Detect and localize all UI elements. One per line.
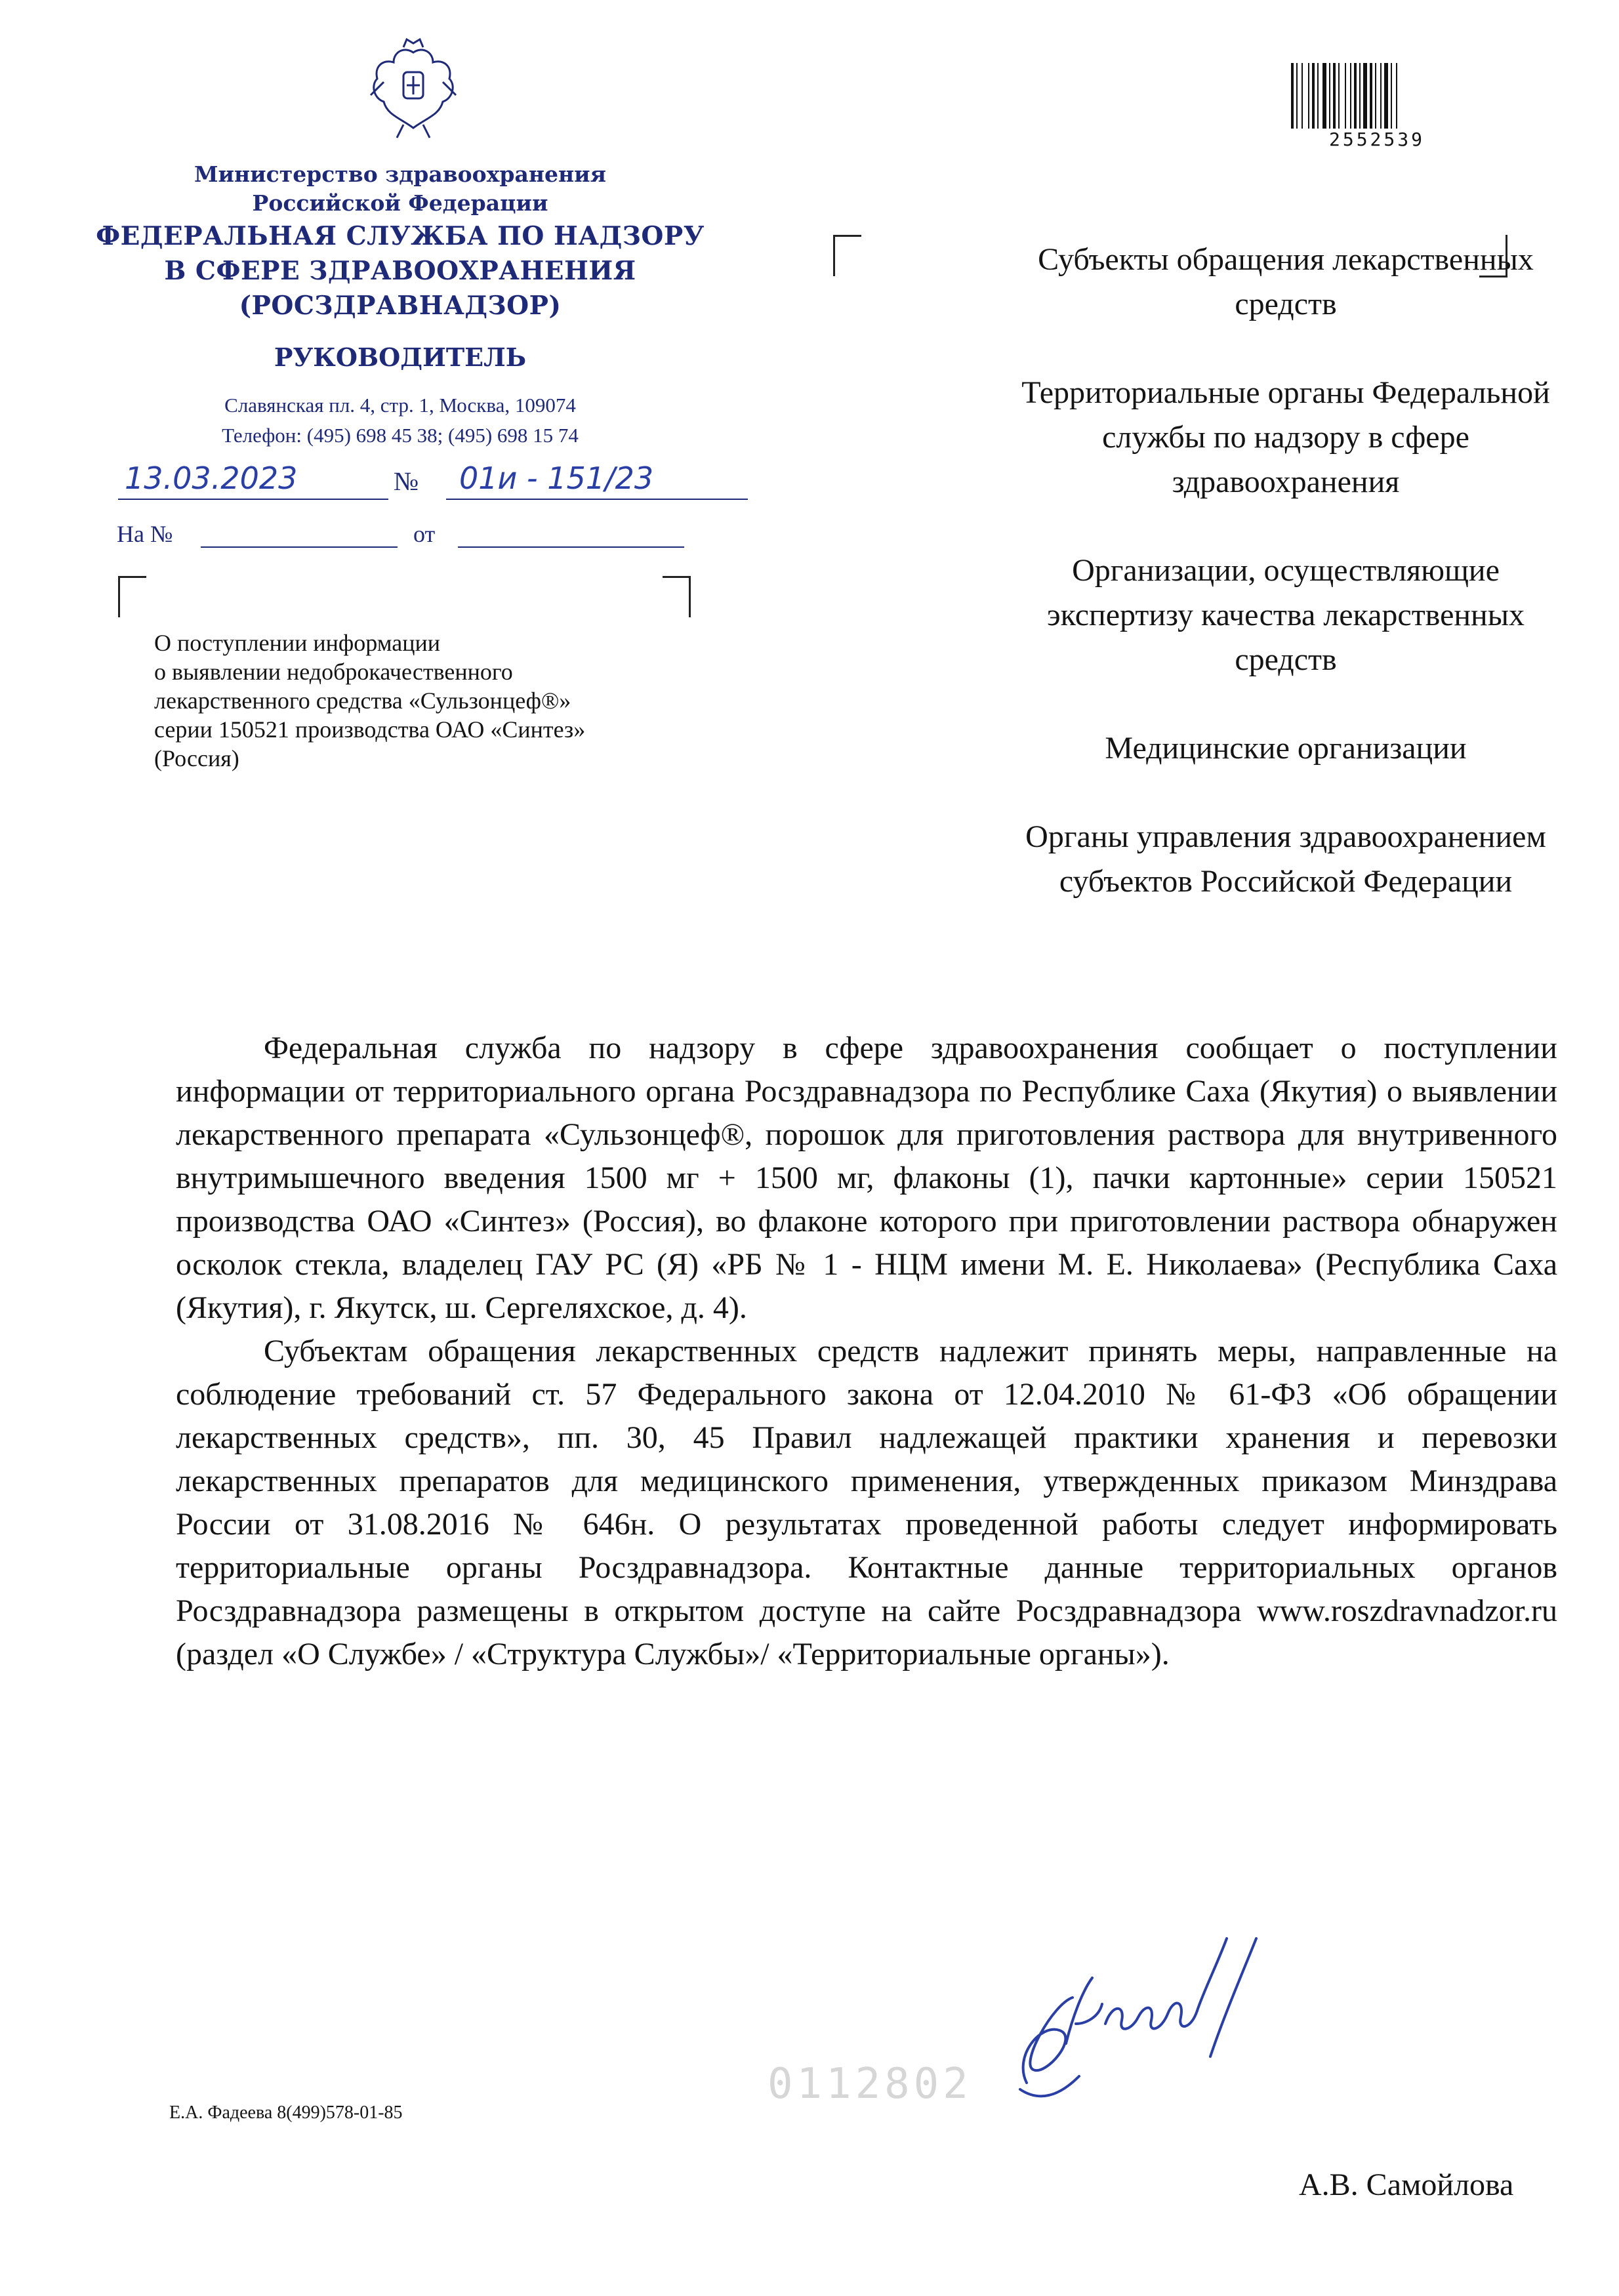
reply-from-label: от (413, 521, 436, 547)
reply-reference-line (117, 520, 707, 553)
letter-date: 13.03.2023 (125, 461, 298, 496)
barcode-bar (1322, 63, 1326, 129)
subject-line: лекарственного средства «Сульзонцеф®» (154, 687, 571, 714)
barcode-bar (1338, 63, 1340, 129)
barcode-bar (1354, 63, 1357, 129)
barcode-bar (1363, 63, 1367, 129)
addressee: Территориальные органы Федеральной службы по надзору в сфере здравоохранения (1021, 375, 1550, 499)
barcode-bar (1359, 63, 1361, 129)
head-title: РУКОВОДИТЕЛЬ (274, 342, 527, 372)
ministry-line-1: Министерство здравоохранения (194, 161, 606, 187)
barcode-bars-icon (1291, 63, 1463, 129)
handwritten-signature-icon (1000, 1925, 1263, 2116)
barcode-bar (1391, 63, 1392, 129)
phone: Телефон: (495) 698 45 38; (495) 698 15 74 (222, 424, 579, 447)
barcode-bar (1350, 63, 1351, 129)
addressee: Органы управления здравоохранением субъектов Российской Федерации (1025, 819, 1546, 899)
barcode-number: 2552539 (1328, 129, 1425, 150)
reply-date-field (458, 546, 684, 548)
date-number-line (118, 461, 748, 506)
signer-name: А.В. Самойлова (1299, 2167, 1514, 2202)
subject-line: О поступлении информации (154, 630, 441, 656)
barcode-bar (1308, 63, 1309, 129)
addressee: Организации, осуществляющие экспертизу качества лекарственных средств (1047, 553, 1525, 677)
ministry-name (128, 160, 672, 218)
subject-corner-left (118, 576, 146, 617)
letter-subject (154, 628, 705, 773)
barcode-bar (1370, 63, 1372, 129)
contact-person: Е.А. Фадеева 8(499)578-01-85 (169, 2102, 403, 2123)
addressee-corner-left (833, 235, 861, 276)
faint-stamp-mark: 0112802 (768, 2060, 972, 2108)
barcode-bar (1296, 63, 1298, 129)
date-underline (118, 499, 388, 500)
russian-coat-of-arms-icon (358, 33, 469, 144)
barcode-bar (1333, 63, 1336, 129)
barcode-bar (1301, 63, 1303, 129)
number-sign: № (394, 466, 419, 496)
barcode-bar (1345, 63, 1346, 129)
service-name (92, 219, 708, 323)
reply-number-field (201, 546, 398, 548)
barcode-bar (1317, 63, 1319, 129)
addressee-list (1004, 237, 1568, 948)
subject-line: о выявлении недоброкачественного (154, 659, 513, 685)
barcode-bar (1329, 63, 1330, 129)
addressee: Субъекты обращения лекарственных средств (1038, 242, 1534, 321)
barcode-bar (1375, 63, 1376, 129)
address: Славянская пл. 4, стр. 1, Москва, 109074 (224, 394, 576, 417)
service-line-1: ФЕДЕРАЛЬНАЯ СЛУЖБА ПО НАДЗОРУ (96, 221, 705, 251)
reply-number-label: На № (117, 521, 173, 547)
number-underline (446, 499, 748, 500)
addressee: Медицинские организации (1105, 731, 1467, 766)
barcode-bar (1380, 63, 1382, 129)
body-paragraph: Субъектам обращения лекарственных средств надлежит принять меры, направленные на соблюдение требований ст. 57 Федерального закона от 12.04.2010 № 61-ФЗ «Об обращении лекарственных средств», пп. 30, 45 Правил надлежащей практики хранения и перевозки лекарственных препаратов для медицинского применения, утвержденных приказом Минздрава России от 31.08.2016 № 646н. О результатах проведенной работы следует информировать территориальные органы Росздравнадзора. Контактные данные территориальных органов Росздравнадзора размещены в открытом доступе на сайте Росздравнадзора www.roszdravnadzor.ru (раздел «О Службе» / «Структура Службы»/ «Территориальные органы»). (176, 1334, 1557, 1671)
barcode (1291, 63, 1463, 150)
barcode-bar (1291, 63, 1294, 129)
body-paragraph: Федеральная служба по надзору в сфере здравоохранения сообщает о поступлении информации от территориального органа Росздравнадзора по Республике Саха (Якутия) о выявлении лекарственного препарата «Сульзонцеф®, порошок для приготовления раствора для внутривенного внутримышечного введения 1500 мг + 1500 мг, флаконы (1), пачки картонные» серии 150521 производства ОАО «Синтез» (Россия), во флаконе которого при приготовлении раствора обнаружен осколок стекла, владелец ГАУ РС (Я) «РБ № 1 - НЦМ имени М. Е. Николаева» (Республика Саха (Якутия), г. Якутск, ш. Сергеляхское, д. 4). (176, 1031, 1557, 1325)
barcode-bar (1396, 63, 1397, 129)
service-line-3: (РОСЗДРАВНАДЗОР) (239, 291, 562, 321)
ministry-line-2: Российской Федерации (252, 190, 548, 216)
letter-body (176, 1027, 1557, 1676)
subject-line: (Россия) (154, 745, 239, 771)
subject-line: серии 150521 производства ОАО «Синтез» (154, 716, 586, 743)
subject-corner-right (663, 576, 691, 617)
letter-number: 01и - 151/23 (459, 461, 654, 496)
service-line-2: В СФЕРЕ ЗДРАВООХРАНЕНИЯ (164, 256, 636, 286)
barcode-bar (1384, 63, 1388, 129)
barcode-bar (1312, 63, 1315, 129)
signature-block (1000, 1925, 1514, 2202)
